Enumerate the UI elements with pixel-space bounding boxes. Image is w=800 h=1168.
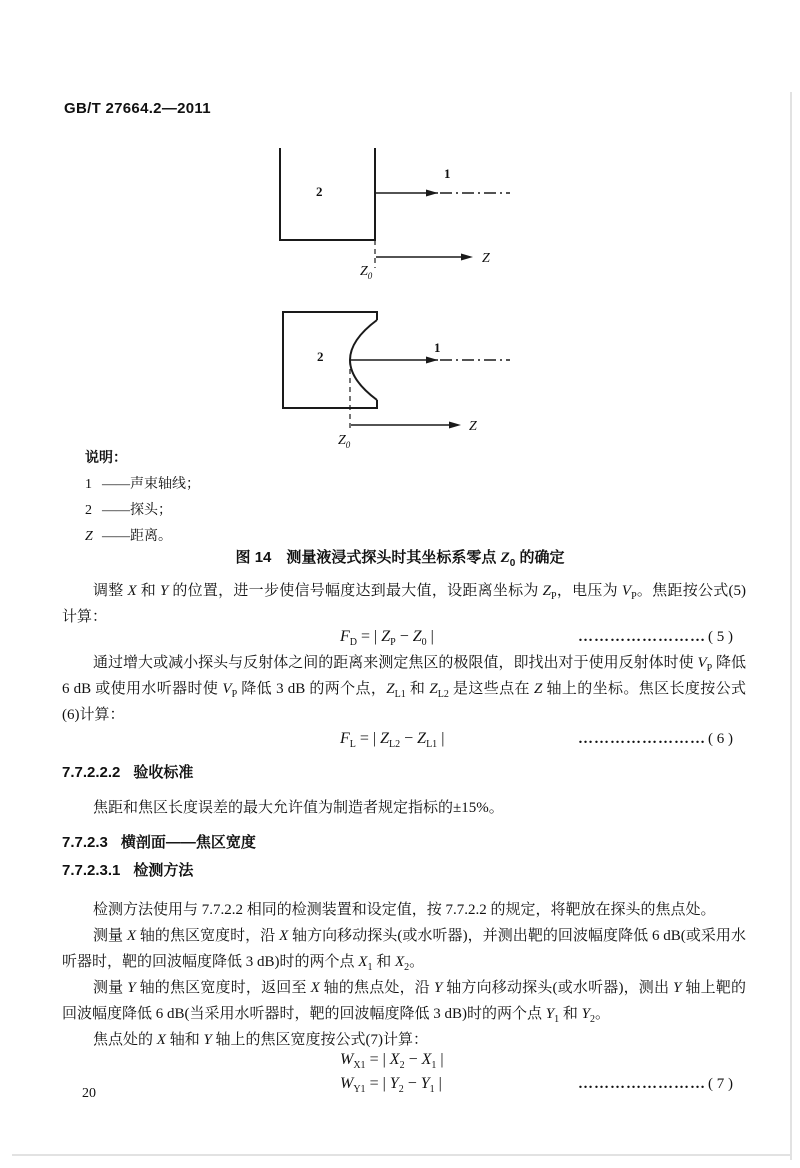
diagram-focused-probe xyxy=(258,300,520,455)
z-axis-arrowhead xyxy=(449,422,461,429)
formula-7a-expression: $W_{X1}$ = | $X_2 - X_1$ | xyxy=(340,1051,444,1072)
figure-caption: 图 14 测量液浸式探头时其坐标系零点 $Z_0$ 的确定 xyxy=(235,549,565,569)
legend-item: 2 ——探头； xyxy=(85,503,172,518)
formula-number: ( 7 ) xyxy=(708,1076,733,1092)
formula-number: ( 6 ) xyxy=(708,731,733,747)
beam-label: 1 xyxy=(434,340,441,355)
legend-title: 说明： xyxy=(85,451,127,466)
beam-arrowhead xyxy=(426,190,438,197)
origin-label: $Z_0$ xyxy=(360,264,373,281)
figure-legend xyxy=(85,446,200,550)
diagram-flat-probe xyxy=(258,138,520,288)
section-heading-method xyxy=(62,859,193,880)
section-number: 7.7.2.2.2 xyxy=(62,764,121,781)
section-heading-cross-section xyxy=(62,831,256,852)
section-number: 7.7.2.3 xyxy=(62,834,108,851)
dot-leader: …………………… xyxy=(578,629,706,645)
z-axis-arrowhead xyxy=(461,254,473,261)
formula-number: ( 5 ) xyxy=(708,629,733,645)
formula-5-expression: $F_D$ = | $Z_P - Z_0$ | xyxy=(340,628,434,649)
beam-axis-line xyxy=(350,357,510,364)
legend-item: 1 ——声束轴线； xyxy=(85,477,200,492)
origin-label: $Z_0$ xyxy=(338,433,351,450)
z-axis-label: Z xyxy=(482,251,490,266)
formula-7b-expression: $W_{Y1}$ = | $Y_2 - Y_1$ | xyxy=(340,1075,442,1096)
dot-leader: …………………… xyxy=(578,1076,706,1092)
paragraph-focal-zone: 通过增大或减小探头与反射体之间的距离来测定焦区的极限值，即找出对于使用反射体时使 $V_P$ 降低 6 dB 或使用水听器时使 $V_P$ 降低 3 dB 的两个点，$Z_{L1}$ 和 $Z_{L2}$ 是这些点在 Z 轴上的坐标。焦区长度按公式(6)计算： xyxy=(62,655,746,723)
probe-outline xyxy=(280,148,375,240)
formula-6-expression: $F_L$ = | $Z_{L2} - Z_{L1}$ | xyxy=(340,730,445,751)
z-axis-line xyxy=(351,422,461,429)
probe-label: 2 xyxy=(317,349,324,364)
formula-6 xyxy=(0,726,800,752)
section-number: 7.7.2.3.1 xyxy=(62,862,121,879)
paragraph-adjust-xy: 调整 X 和 Y 的位置，进一步使信号幅度达到最大值，设距离坐标为 $Z_P$，电压为 $V_P$。焦距按公式(5)计算： xyxy=(62,583,746,625)
scan-edge-bottom xyxy=(12,1154,792,1156)
section-title: 检测方法 xyxy=(133,862,194,879)
section-title: 横剖面——焦区宽度 xyxy=(120,834,256,851)
formula-5 xyxy=(0,624,800,650)
z-axis-line xyxy=(376,254,473,261)
paragraph-method: 检测方法使用与 7.7.2.2 相同的检测装置和设定值，按 7.7.2.2 的规定，将靶放在探头的焦点处。 xyxy=(93,902,716,918)
document-number: GB/T 27664.2—2011 xyxy=(64,100,211,117)
section-heading-acceptance xyxy=(62,761,193,782)
z-axis-label: Z xyxy=(469,419,477,434)
paragraph-tolerance: 焦距和焦区长度误差的最大允许值为制造者规定指标的±15%。 xyxy=(93,800,504,816)
beam-axis-line xyxy=(375,190,510,197)
page-number: 20 xyxy=(82,1086,96,1101)
dot-leader: …………………… xyxy=(578,731,706,747)
beam-arrowhead xyxy=(426,357,438,364)
paragraph-width-intro: 焦点处的 X 轴和 Y 轴上的焦区宽度按公式(7)计算： xyxy=(93,1032,429,1048)
scan-edge-right xyxy=(790,92,792,1160)
paragraph-x-axis: 测量 X 轴的焦区宽度时，沿 X 轴方向移动探头(或水听器)，并测出靶的回波幅度降低 6 dB(或采用水听器时，靶的回波幅度降低 3 dB)时的两个点 $X_1$ 和 $X_2$。 xyxy=(62,928,746,973)
beam-label: 1 xyxy=(444,166,451,181)
probe-label: 2 xyxy=(316,184,323,199)
legend-item: Z ——距离。 xyxy=(85,529,172,544)
section-title: 验收标准 xyxy=(133,764,194,781)
paragraph-y-axis: 测量 Y 轴的焦区宽度时，返回至 X 轴的焦点处，沿 Y 轴方向移动探头(或水听器)，测出 Y 轴上靶的回波幅度降低 6 dB(当采用水听器时，靶的回波幅度降低 3 dB)时的两个点 $Y_1$ 和 $Y_2$。 xyxy=(62,980,746,1025)
formula-7a xyxy=(0,1047,800,1073)
formula-7b xyxy=(0,1071,800,1097)
